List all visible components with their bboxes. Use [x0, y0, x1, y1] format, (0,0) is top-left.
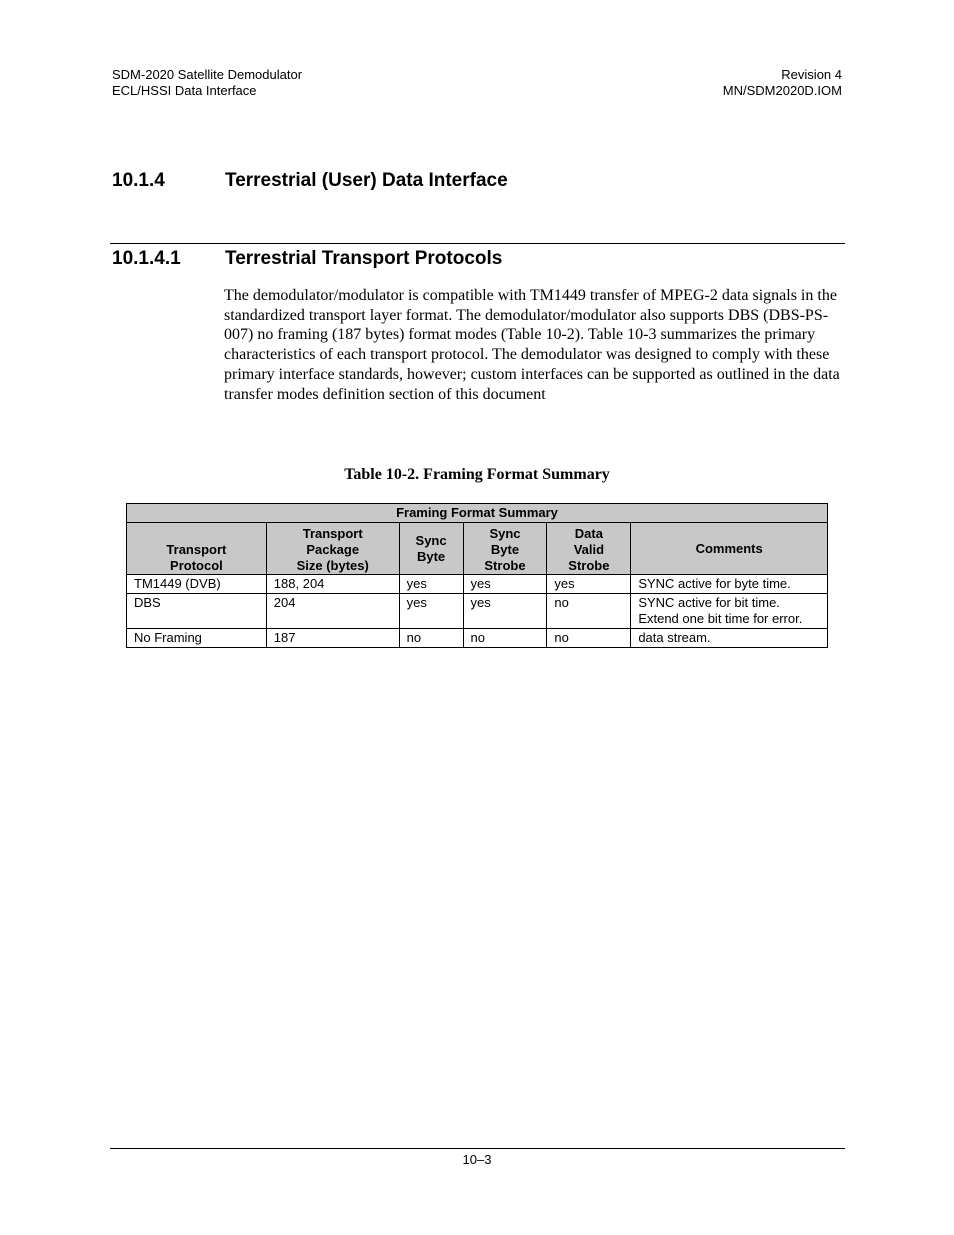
- comment-line: Extend one bit time for error.: [638, 611, 803, 626]
- comment-line: SYNC active for bit time.: [638, 595, 780, 610]
- column-header-line: Comments: [695, 540, 763, 556]
- column-header-line: Strobe: [568, 558, 610, 573]
- table-cell-comments: [631, 629, 828, 648]
- table-cell-sync-byte-strobe: yes: [463, 575, 547, 594]
- column-header-line: Package: [306, 542, 360, 557]
- table-cell-sync-byte: no: [399, 629, 463, 648]
- column-header-line: Transport: [302, 526, 363, 541]
- header-revision: Revision 4: [781, 67, 842, 82]
- table-cell-transport-package-size: 204: [266, 594, 399, 629]
- header-document-id: MN/SDM2020D.IOM: [722, 83, 842, 98]
- subsection-heading: [112, 247, 502, 271]
- column-header-line: Strobe: [484, 558, 526, 573]
- table-cell-comments: [631, 594, 828, 629]
- column-header-line: Byte: [490, 542, 520, 557]
- table-row: [127, 575, 828, 594]
- table-cell-sync-byte: yes: [399, 575, 463, 594]
- framing-format-table: [126, 503, 828, 648]
- column-header-sync-byte-strobe: [463, 523, 547, 575]
- column-header-comments: [631, 523, 828, 575]
- table-cell-transport-package-size: 187: [266, 629, 399, 648]
- table-cell-sync-byte-strobe: no: [463, 629, 547, 648]
- column-header-transport-protocol: [127, 523, 267, 575]
- section-number: 10.1.4: [112, 170, 165, 191]
- column-header-line: Size (bytes): [296, 558, 369, 573]
- table-title: Framing Format Summary: [127, 504, 828, 523]
- table-caption: Table 10-2. Framing Format Summary: [344, 466, 610, 483]
- table-cell-sync-byte: yes: [399, 594, 463, 629]
- column-header-line: Sync: [415, 532, 447, 548]
- header-chapter-name: ECL/HSSI Data Interface: [112, 83, 257, 98]
- table-cell-data-valid-strobe: no: [547, 629, 631, 648]
- section-heading: [112, 169, 508, 193]
- column-header-transport-package-size: [266, 523, 399, 575]
- table-cell-transport-protocol: TM1449 (DVB): [127, 575, 267, 594]
- table-row: [127, 629, 828, 648]
- column-header-line: Protocol: [170, 558, 223, 573]
- column-header-data-valid-strobe: [547, 523, 631, 575]
- section-title: Terrestrial (User) Data Interface: [225, 170, 508, 191]
- body-paragraph: The demodulator/modulator is compatible with TM1449 transfer of MPEG-2 data signals in the standardized transport layer format. The demodulator/modulator also supports DBS (DBS-PS-007) no framing (187 bytes) format modes (Table 10-2). Table 10-3 summarizes the primary characteristics of each transport protocol. The demodulator was designed to comply with these primary interface standards, however; custom interfaces can be supported as outlined in the data transfer modes definition section of this document: [224, 287, 840, 403]
- subsection-number: 10.1.4.1: [112, 248, 181, 269]
- running-header-left: [112, 67, 302, 99]
- running-header-right: [723, 67, 842, 99]
- column-header-line: Sync: [489, 526, 521, 541]
- table-cell-transport-protocol: DBS: [127, 594, 267, 629]
- column-header-sync-byte: [399, 523, 463, 575]
- subsection-rule: [110, 243, 845, 244]
- table-cell-transport-protocol: No Framing: [127, 629, 267, 648]
- table-cell-transport-package-size: 188, 204: [266, 575, 399, 594]
- column-header-line: Transport: [166, 542, 227, 557]
- table-cell-comments: [631, 575, 828, 594]
- footer-rule: [110, 1148, 845, 1149]
- table-cell-data-valid-strobe: yes: [547, 575, 631, 594]
- comment-line: data stream.: [638, 630, 711, 645]
- table-cell-data-valid-strobe: no: [547, 594, 631, 629]
- header-product-name: SDM-2020 Satellite Demodulator: [112, 67, 303, 82]
- table-cell-sync-byte-strobe: yes: [463, 594, 547, 629]
- subsection-title: Terrestrial Transport Protocols: [225, 248, 503, 269]
- column-header-line: Valid: [573, 542, 605, 557]
- column-header-line: Data: [574, 526, 603, 541]
- column-header-line: Byte: [416, 548, 446, 564]
- comment-line: SYNC active for byte time.: [638, 576, 791, 591]
- table-row: [127, 594, 828, 629]
- page-number: 10–3: [462, 1152, 492, 1167]
